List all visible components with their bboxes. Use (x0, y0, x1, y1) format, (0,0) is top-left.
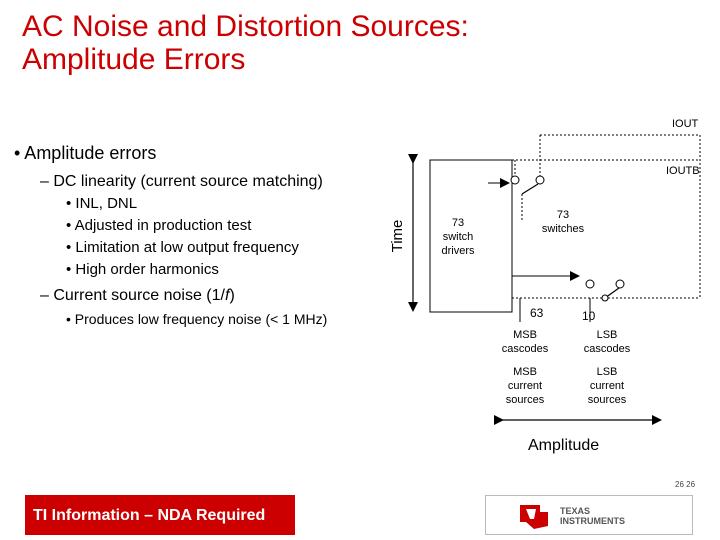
ioutb-label: IOUTB (666, 165, 700, 177)
amplitude-axis-label: Amplitude (528, 437, 600, 454)
msb-sources-line-2: current (507, 380, 543, 392)
msb-cascodes-line-1: MSB (513, 329, 537, 341)
msb-cascodes-label (496, 328, 554, 356)
iout-label: IOUT (672, 118, 699, 130)
bullet-production-test: • Adjusted in production test (66, 217, 252, 234)
msb-cascodes-line-2: cascodes (501, 343, 549, 355)
lsb-sources-label (576, 365, 638, 407)
switches-word: switches (541, 223, 585, 235)
nda-banner (25, 495, 295, 535)
title-line-2: Amplitude Errors (22, 43, 246, 76)
lsb-cascodes-label (576, 328, 638, 356)
switches-count: 73 (556, 209, 570, 221)
lsb-sources-line-2: current (589, 380, 625, 392)
lsb-cascodes-line-2: cascodes (583, 343, 631, 355)
noise-suffix: ) (229, 287, 235, 304)
time-axis-label: Time (389, 219, 406, 253)
bullet-amplitude-errors: • Amplitude errors (14, 143, 157, 163)
msb-sources-label (496, 365, 554, 407)
noise-prefix: – Current source noise (1/ (40, 287, 225, 304)
bullet-high-order-harmonics: • High order harmonics (66, 261, 219, 278)
nda-text: TI Information – NDA Required (33, 507, 266, 524)
noise-f: f (224, 287, 230, 304)
switch-drivers-count: 73 (451, 217, 465, 229)
switch-drivers-word-2: drivers (441, 245, 475, 257)
ti-logo-text (560, 506, 625, 526)
msb-count-label: 63 (530, 306, 544, 320)
lsb-count-label: 10 (582, 309, 596, 323)
ti-logo-line-1: TEXAS (560, 506, 591, 516)
msb-sources-line-3: sources (505, 394, 545, 406)
lsb-switch-terminal (616, 280, 624, 288)
msb-switch-terminal (586, 280, 594, 288)
ti-logo-line-2: INSTRUMENTS (560, 516, 625, 526)
bullet-inl-dnl: • INL, DNL (66, 195, 138, 212)
page-number: 26 26 (675, 480, 696, 489)
lsb-cascodes-line-1: LSB (596, 329, 618, 341)
switch-drivers-word-1: switch (442, 231, 474, 243)
bullet-dc-linearity: – DC linearity (current source matching) (40, 173, 323, 190)
lower-switch-pivot (602, 295, 608, 301)
upper-switch-blade (522, 184, 538, 194)
upper-switch-terminal-left (511, 176, 519, 184)
bullet-low-output-frequency: • Limitation at low output frequency (66, 239, 299, 256)
upper-switch-terminal-right (536, 176, 544, 184)
switch-drivers-label (430, 216, 486, 258)
lsb-sources-line-1: LSB (596, 366, 618, 378)
title-line-1: AC Noise and Distortion Sources: (22, 10, 469, 43)
msb-sources-line-1: MSB (513, 366, 537, 378)
bullet-low-frequency-noise: • Produces low frequency noise (< 1 MHz) (66, 311, 328, 327)
switches-label (536, 208, 590, 236)
lsb-sources-line-3: sources (587, 394, 627, 406)
